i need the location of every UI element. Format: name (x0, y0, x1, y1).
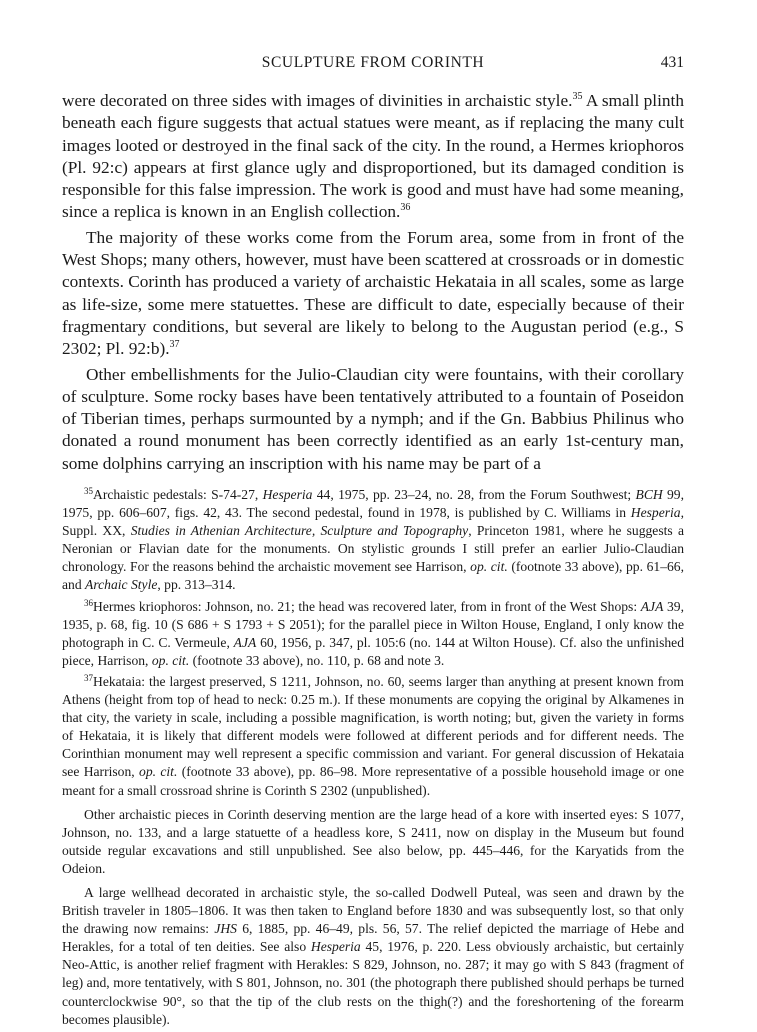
footnote-36: $^{36}$Hermes kriophoros: Johnson, no. 21; the head was recovered later, from in front of the West Shops: AJA 39, 1935, p. 68, fig. 10 (S 686 + S 1793 + S 2051); for the parallel piece in Wilton House, England, I only know the photograph in C. C. Vermeule, AJA 60, 1956, p. 347, pl. 105:6 (no. 144 at Wilton House). Cf. also the unfinished piece, Harrison, op. cit. (footnote 33 above), no. 110, p. 68 and note 3. (62, 597, 684, 668)
body-text (62, 90, 684, 475)
page-header (62, 54, 684, 76)
footnotes (62, 486, 684, 1032)
footnote-ref-35[interactable]: 35 (572, 91, 583, 102)
paragraph-3: Other embellishments for the Julio-Claudian city were fountains, with their corollary of sculpture. Some rocky bases have been tentatively attributed to a fountain of Poseidon of Tiberian times, perhaps surmounted by a nymph; and if the Gn. Babbius Philinus who donated a round monument has been correctly identified as an early 1st-century man, some dolphins carrying an inscription with his name may be part of a (62, 364, 684, 473)
running-title: SCULPTURE FROM CORINTH (261, 54, 485, 71)
footnote-paragraph-dodwell-puteal: A large wellhead decorated in archaistic style, the so-called Dodwell Puteal, was seen and drawn by the British traveler in 1805–1806. It was then taken to England before 1830 and was subsequently lost, so that only the drawing now remains: JHS 6, 1885, pp. 46–49, pls. 56, 57. The relief depicted the marriage of Hebe and Herakles, for a total of ten deities. See also Hesperia 45, 1976, p. 220. Less obviously archaistic, but certainly Neo-Attic, is another relief fragment with Herakles: S 829, Johnson, no. 287; it may go with S 843 (fragment of leg) and, more tentatively, with S 801, Johnson, no. 301 (the photograph there published should perhaps be turned counterclockwise 90°, so that the tip of the club rests on the thigh(?) and the foreshortening of the forearm becomes plausible). (62, 884, 685, 1027)
paragraph-1: were decorated on three sides with images of divinities in archaistic style.$^{35}$ A small plinth beneath each figure suggests that actual statues were meant, as if replacing the many cult images looted or destroyed in the final sack of the city. In the round, a Hermes kriophoros (Pl. 92:c) appears at first glance ugly and disproportioned, but its damaged condition is responsible for this false impression. The work is good and must have had some meaning, since a replica is known in an English collection.$^{36}$ (62, 91, 684, 222)
paragraph-2: The majority of these works come from the Forum area, some from in front of the West Shops; many others, however, must have been scattered at crossroads or in domestic contexts. Corinth has produced a variety of archaistic Hekataia in all scales, some as large as life-size, some mere statuettes. These are difficult to date, especially because of their fragmentary conditions, but several are likely to belong to the Augustan period (e.g., S 2302; Pl. 92:b).$^{37}$ (62, 227, 684, 359)
footnote-ref-36[interactable]: 36 (400, 202, 411, 214)
footnote-35: $^{35}$Archaistic pedestals: S-74-27, Hesperia 44, 1975, pp. 23–24, no. 28, from the Forum Southwest; BCH 99, 1975, pp. 606–607, figs. 42, 43. The second pedestal, found in 1978, is published by C. Williams in Hesperia, Suppl. XX, Studies in Athenian Architecture, Sculpture and Topography, Princeton 1981, where he suggests a Neronian or Flavian date for the monuments. On stylistic grounds I still prefer an earlier Julio-Claudian chronology. For the reasons behind the archaistic movement see Harrison, op. cit. (footnote 33 above), pp. 61–66, and Archaic Style, pp. 313–314. (62, 486, 685, 593)
footnote-ref-37[interactable]: 37 (169, 339, 180, 351)
page-number: 431 (660, 54, 684, 71)
footnote-paragraph-archaistic: Other archaistic pieces in Corinth deserving mention are the large head of a kore with inserted eyes: S 1077, Johnson, no. 133, and a large statuette of a headless kore, S 2411, now on display in the Museum but found outside regular excavations and still unpublished. See also below, pp. 445–446, for the Karyatids from the Odeion. (62, 806, 684, 876)
footnote-37: $^{37}$Hekataia: the largest preserved, S 1211, Johnson, no. 60, seems larger than anything at present known from Athens (height from top of head to neck: 0.25 m.). If these monuments are copying the original by Alkamenes in that city, the variety in scale, including a possible magnification, is worth noting; but, given the variety in forms of Hekataia, it is likely that different models were followed at different periods and for different needs. The Corinthian monument may well represent a specific commission and variant. For general discussion of Hekataia see Harrison, op. cit. (footnote 33 above), pp. 86–98. More representative of a possible household image or one meant for a small crossroad shrine is Corinth S 2302 (unpublished). (62, 672, 684, 798)
